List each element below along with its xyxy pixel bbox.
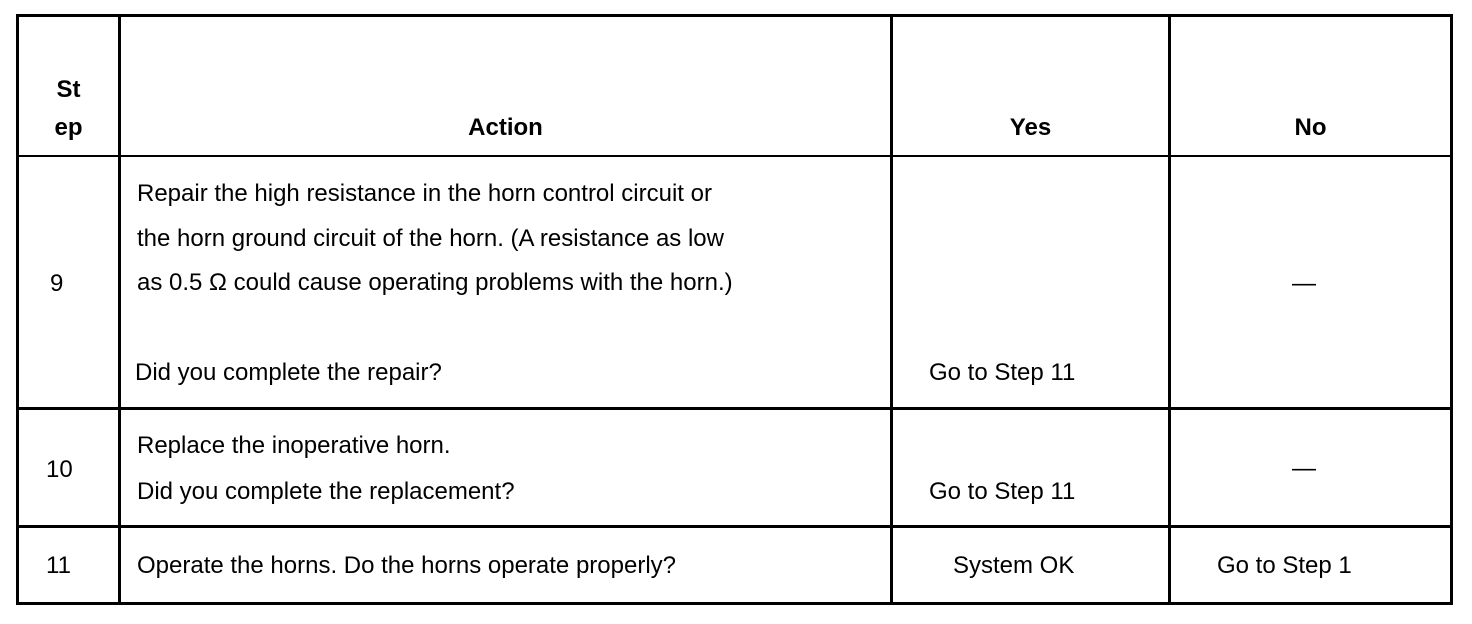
table-row-10-action-line1: Replace the inoperative horn. <box>137 432 451 459</box>
table-row-10-question: Did you complete the replacement? <box>137 478 515 505</box>
header-yes: Yes <box>1009 114 1052 141</box>
table-row-9-action-line3: as 0.5 Ω could cause operating problems with the horn.) <box>137 269 733 296</box>
header-bottom-border <box>16 155 1453 157</box>
header-step-line1: St <box>56 76 81 103</box>
header-step-line2: ep <box>54 114 83 141</box>
table-row-9-action-line1: Repair the high resistance in the horn control circuit or <box>137 180 712 207</box>
row-9-bottom-border <box>16 407 1453 410</box>
row-10-bottom-border <box>16 525 1453 528</box>
step-action-divider <box>118 14 121 605</box>
action-yes-divider <box>890 14 893 605</box>
table-right-border <box>1450 14 1453 605</box>
table-row-11-yes: System OK <box>953 552 1075 579</box>
table-top-border <box>16 14 1453 17</box>
table-row-10-step: 10 <box>46 456 73 483</box>
table-row-11-step: 11 <box>46 552 71 579</box>
table-row-10-no: — <box>1292 455 1316 482</box>
yes-no-divider <box>1168 14 1171 605</box>
table-row-11-no: Go to Step 1 <box>1217 552 1352 579</box>
table-row-10-yes: Go to Step 11 <box>929 478 1076 505</box>
table-row-9-action-line2: the horn ground circuit of the horn. (A resistance as low <box>137 225 724 252</box>
table-row-9-step: 9 <box>50 270 64 297</box>
header-no: No <box>1294 114 1327 141</box>
table-row-9-question: Did you complete the repair? <box>135 359 442 386</box>
table-bottom-border <box>16 602 1453 605</box>
table-row-9-yes: Go to Step 11 <box>929 359 1076 386</box>
table-row-11-question: Operate the horns. Do the horns operate properly? <box>137 552 676 579</box>
header-action: Action <box>468 114 543 141</box>
table-row-9-no: — <box>1292 270 1316 297</box>
